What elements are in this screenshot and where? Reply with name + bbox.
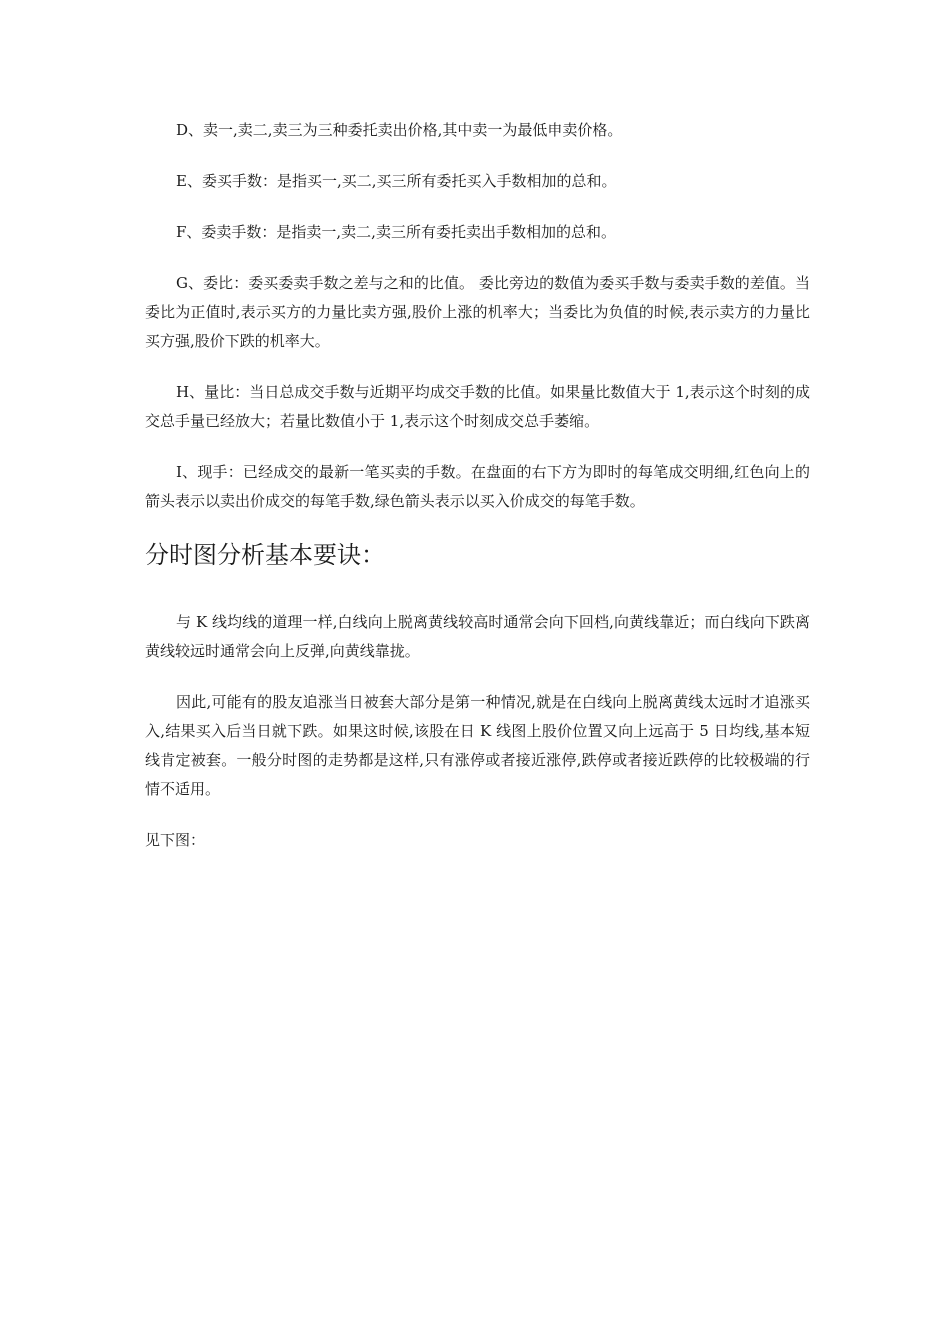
section-title: 分时图分析基本要诀：: [145, 541, 385, 569]
section-paragraph: 因此,可能有的股友追涨当日被套大部分是第一种情况,就是在白线向上脱离黄线太远时才追涨买入,结果买入后当日就下跌。如果这时候,该股在日 K 线图上股价位置又向上远高于 5 日均线,基本短线肯定被套。一般分时图的走势都是这样,只有涨停或者接近涨停,跌停或者接近跌停的比较极端的行情不适用。: [145, 693, 810, 798]
closing-text: 见下图：: [145, 831, 206, 849]
section-paragraph: 与 K 线均线的道理一样,白线向上脱离黄线较高时通常会向下回档,向黄线靠近；而白线向下跌离黄线较远时通常会向上反弹,向黄线靠拢。: [145, 613, 810, 660]
item-i-current-volume: I、现手：已经成交的最新一笔买卖的手数。在盘面的右下方为即时的每笔成交明细,红色向上的箭头表示以卖出价成交的每笔手数,绿色箭头表示以买入价成交的每笔手数。: [145, 463, 810, 510]
document-body: [145, 116, 810, 877]
item-h-volume-ratio: H、量比：当日总成交手数与近期平均成交手数的比值。如果量比数值大于 1,表示这个时刻的成交总手量已经放大；若量比数值小于 1,表示这个时刻成交总手萎缩。: [145, 383, 810, 430]
item-f-ask-volume: F、委卖手数：是指卖一,卖二,卖三所有委托卖出手数相加的总和。: [176, 223, 616, 241]
item-g-order-ratio: G、委比：委买委卖手数之差与之和的比值。 委比旁边的数值为委买手数与委卖手数的差值。当委比为正值时,表示买方的力量比卖方强,股价上涨的机率大；当委比为负值的时候,表示卖方的力量比买方强,股价下跌的机率大。: [145, 274, 810, 350]
item-d-sell-prices: D、卖一,卖二,卖三为三种委托卖出价格,其中卖一为最低申卖价格。: [176, 121, 623, 139]
item-e-bid-volume: E、委买手数：是指买一,买二,买三所有委托买入手数相加的总和。: [176, 172, 617, 190]
